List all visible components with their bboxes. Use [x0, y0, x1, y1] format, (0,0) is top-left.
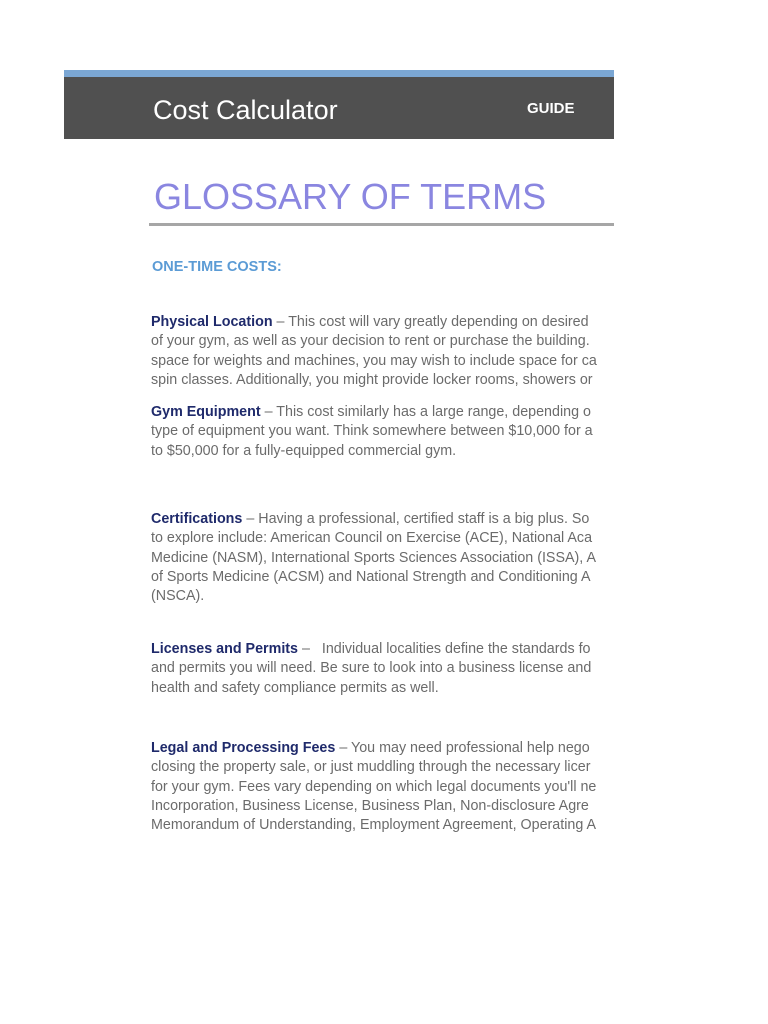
entry-line: Incorporation, Business License, Business Plan, Non-disclosure Agre: [151, 797, 589, 814]
entry-text: – This cost similarly has a large range, depending o: [260, 404, 591, 420]
entry-text: – Having a professional, certified staff is a big plus. So: [242, 511, 590, 527]
section-label-one-time-costs: ONE-TIME COSTS:: [152, 259, 282, 275]
entry-line: to $50,000 for a fully-equipped commercial gym.: [151, 442, 457, 459]
entry-text: – You may need professional help nego: [335, 740, 590, 756]
entry-line: for your gym. Fees vary depending on which legal documents you'll ne: [151, 778, 597, 795]
entry-line: health and safety compliance permits as well.: [151, 679, 439, 696]
entry-line: [151, 640, 614, 659]
entry-line: [151, 313, 614, 332]
entry-line: Memorandum of Understanding, Employment Agreement, Operating A: [151, 817, 597, 834]
entry-line: [151, 510, 614, 529]
entry-line: of your gym, as well as your decision to rent or purchase the building.: [151, 333, 590, 350]
entry-line: of Sports Medicine (ACSM) and National Strength and Conditioning A: [151, 568, 591, 585]
glossary-term: Licenses and Permits: [151, 641, 299, 657]
glossary-term: Certifications: [151, 511, 243, 527]
page-title: GLOSSARY OF TERMS: [154, 176, 547, 217]
entry-line: [151, 739, 614, 758]
entry-line: type of equipment you want. Think somewhere between $10,000 for a: [151, 423, 593, 440]
glossary-term: Physical Location: [151, 314, 273, 330]
entry-line: space for weights and machines, you may wish to include space for ca: [151, 352, 597, 369]
entry-line: Medicine (NASM), International Sports Sciences Association (ISSA), A: [151, 549, 596, 566]
glossary-entry-licenses-and-permits: [151, 640, 614, 698]
entry-line: (NSCA).: [151, 588, 205, 605]
entry-line: and permits you will need. Be sure to look into a business license and: [151, 660, 592, 677]
entry-line: spin classes. Additionally, you might provide locker rooms, showers or: [151, 371, 593, 388]
entry-line: closing the property sale, or just muddling through the necessary licer: [151, 759, 591, 776]
entry-text: – This cost will vary greatly depending on desired: [272, 314, 589, 330]
glossary-entry-certifications: [151, 510, 614, 606]
glossary-content: [151, 0, 614, 1024]
glossary-entry-gym-equipment: [151, 403, 614, 461]
glossary-entry-legal-and-processing-fees: [151, 739, 614, 835]
entry-text: – Individual localities define the standards fo: [298, 641, 591, 657]
header-title: Cost Calculator: [153, 95, 338, 125]
glossary-term: Legal and Processing Fees: [151, 740, 336, 756]
entry-line: [151, 403, 614, 422]
entry-line: to explore include: American Council on Exercise (ACE), National Aca: [151, 530, 593, 547]
glossary-term: Gym Equipment: [151, 404, 261, 420]
guide-label: GUIDE: [527, 100, 575, 117]
glossary-entry-physical-location: [151, 313, 614, 390]
